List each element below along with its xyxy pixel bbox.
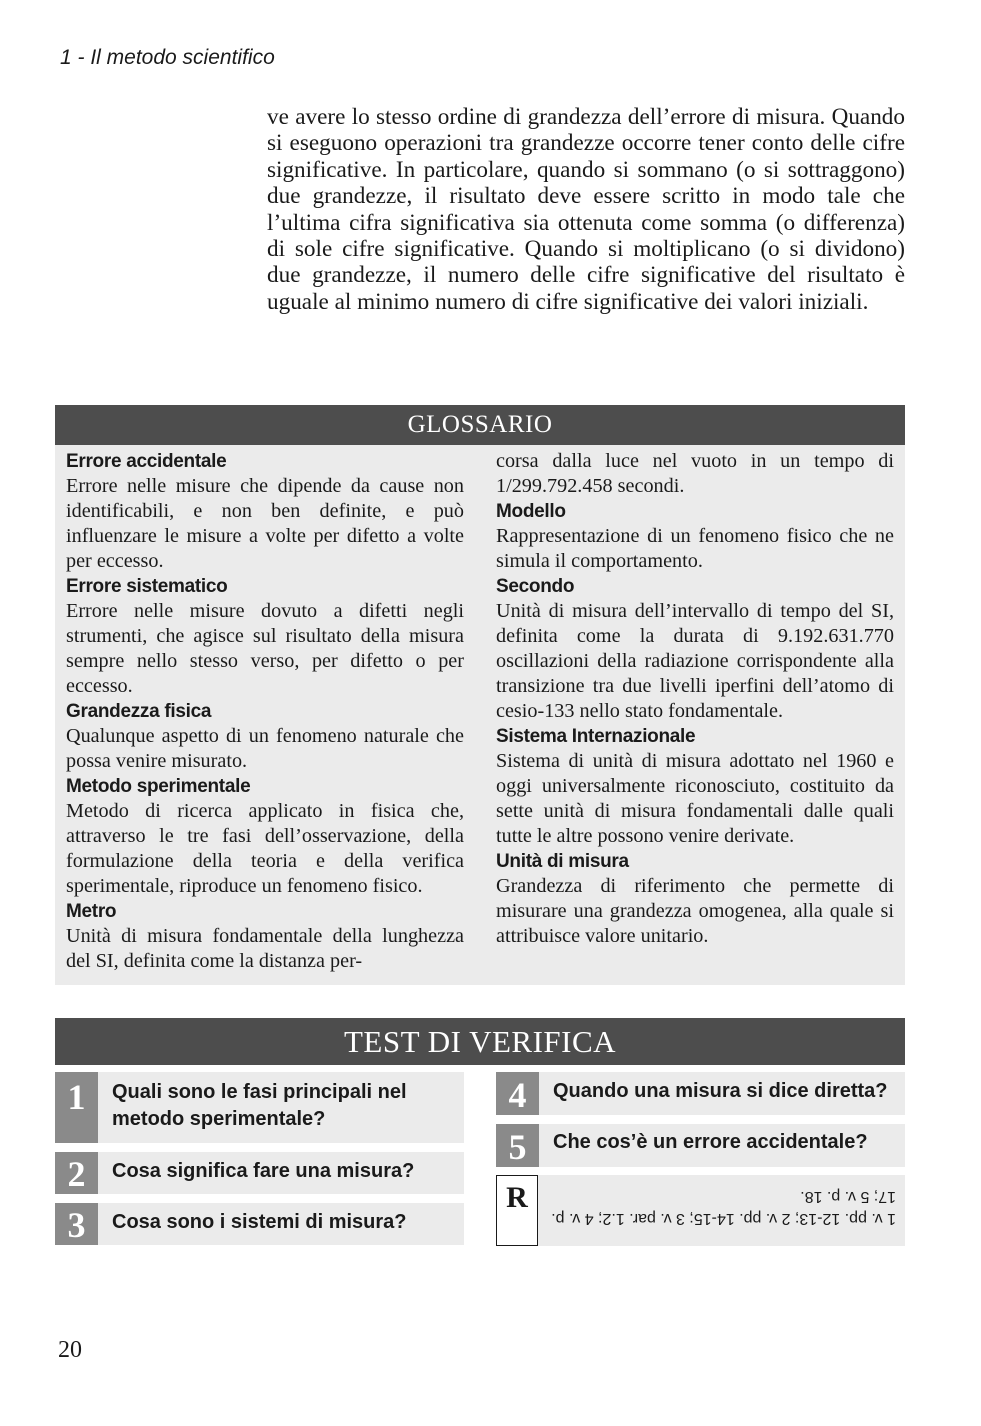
glossary-definition: Unità di misura dell’intervallo di tempo del SI, definita come la durata di 9.192.631.770 oscillazioni della radiazione corrispondente alla transizione tra due livelli iperfini dell’atomo di cesio-133 nello stato fondamentale. — [496, 600, 894, 722]
glossary-definition: Grandezza di riferimento che permette di misurare una grandezza omogenea, alla quale si attribuisce valore unitario. — [496, 875, 894, 947]
question-5 — [496, 1124, 905, 1167]
question-number: 2 — [55, 1152, 98, 1194]
running-header: 1 - Il metodo scientifico — [60, 46, 275, 69]
glossary-column-left — [66, 449, 464, 974]
question-number: 5 — [496, 1124, 539, 1167]
test-title: TEST DI VERIFICA — [55, 1018, 905, 1065]
glossary-term: Unità di misura — [496, 851, 629, 872]
glossary-column-right — [496, 449, 894, 949]
question-3 — [55, 1203, 464, 1245]
glossary-term: Secondo — [496, 576, 575, 597]
question-4 — [496, 1072, 905, 1115]
glossary-definition: Metodo di ricerca applicato in fisica che, attraverso le tre fasi dell’osservazione, della formulazione della teoria e della verifica sperimentale, riproduce un fenomeno fisico. — [66, 800, 464, 897]
question-text: Quando una misura si dice diretta? — [553, 1080, 888, 1102]
glossary-box — [55, 405, 905, 985]
glossary-definition: Rappresentazione di un fenomeno fisico che ne simula il comportamento. — [496, 525, 894, 572]
question-text: Quali sono le fasi principali nel metodo sperimentale? — [112, 1081, 407, 1130]
question-text: Cosa significa fare una misura? — [112, 1160, 415, 1182]
glossary-term: Metodo sperimentale — [66, 776, 251, 797]
glossary-definition: Sistema di unità di misura adottato nel 1960 e oggi universalmente riconosciuto, costituito da sette unità di misura fondamentali dalle quali tutte le altre possono venire derivate. — [496, 750, 894, 847]
question-1 — [55, 1072, 464, 1143]
glossary-definition: Errore nelle misure che dipende da cause non identificabili, e non ben definite, e può influenzare le misure a volte per difetto a volte per eccesso. — [66, 475, 464, 572]
glossary-term: Modello — [496, 501, 566, 522]
glossary-definition: corsa dalla luce nel vuoto in un tempo di 1/299.792.458 secondi. — [496, 450, 894, 497]
glossary-definition: Qualunque aspetto di un fenomeno naturale che possa venire misurato. — [66, 725, 464, 772]
question-number: 4 — [496, 1072, 539, 1115]
glossary-title: GLOSSARIO — [55, 405, 905, 445]
question-text: Cosa sono i sistemi di misura? — [112, 1211, 407, 1233]
glossary-term: Errore accidentale — [66, 451, 227, 472]
glossary-term: Sistema Internazionale — [496, 726, 696, 747]
answers-label: R — [496, 1175, 538, 1246]
question-2 — [55, 1152, 464, 1194]
intro-paragraph: ve avere lo stesso ordine di grandezza dell’errore di misura. Quando si eseguono operazioni tra grandezze occorre tener conto delle cifre significative. In particolare, quando si sommano (o si sottraggono) due grandezze, il risultato deve essere scritto in modo tale che l’ultima cifra significativa sia ottenuta come somma (o differenza) di sole cifre significative. Quando si moltiplicano (o si dividono) due grandezze, il numero delle cifre significative del risultato è uguale al minimo numero di cifre significative dei valori iniziali. — [267, 104, 905, 315]
answers-upside-down-text: 1 v. pp. 12-13; 2 v. pp. 14-15; 3 v. par. 1.2; 4 v. p. 17; 5 v. p. 18. — [551, 1188, 896, 1227]
page-number: 20 — [58, 1337, 82, 1363]
glossary-term: Metro — [66, 901, 117, 922]
glossary-term: Errore sistematico — [66, 576, 228, 597]
glossary-definition: Errore nelle misure dovuto a difetti negli strumenti, che agisce sul risultato della misura sempre nello stesso verso, per difetto o per eccesso. — [66, 600, 464, 697]
glossary-definition: Unità di misura fondamentale della lunghezza del SI, definita come la distanza per- — [66, 925, 464, 972]
glossary-term: Grandezza fisica — [66, 701, 212, 722]
question-number: 1 — [55, 1072, 98, 1143]
question-number: 3 — [55, 1203, 98, 1245]
question-text: Che cos’è un errore accidentale? — [553, 1131, 868, 1153]
answers-box — [496, 1175, 905, 1246]
